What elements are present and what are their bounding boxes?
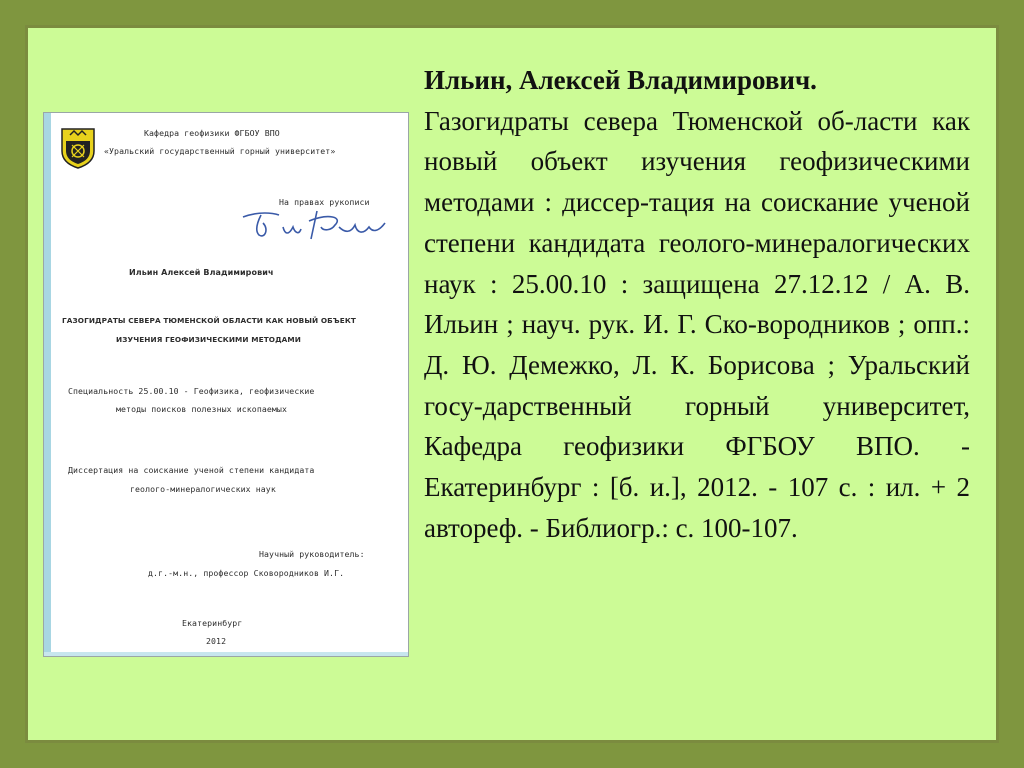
university-emblem-icon: [60, 127, 96, 169]
scan-city: Екатеринбург: [182, 618, 243, 628]
scan-degree-line1: Диссертация на соискание ученой степени кандидата: [68, 465, 315, 475]
handwritten-signature: [239, 205, 389, 247]
scan-manuscript-note: На правах рукописи: [279, 197, 370, 207]
scan-department-line2: «Уральский государственный горный университет»: [104, 146, 336, 156]
dissertation-title-page-scan: [43, 112, 409, 657]
scan-title-line1: ГАЗОГИДРАТЫ СЕВЕРА ТЮМЕНСКОЙ ОБЛАСТИ КАК НОВЫЙ ОБЪЕКТ: [62, 316, 356, 325]
scan-department-line1: Кафедра геофизики ФГБОУ ВПО: [144, 128, 280, 138]
record-author: Ильин, Алексей Владимирович.: [424, 65, 817, 95]
record-description: Газогидраты севера Тюменской об-ласти как новый объект изучения геофизическими методами : диссер-тация на соискание ученой степени кандидата геолого-минералогических наук : 25.00.10 : защищена 27.12.12 / А. В. Ильин ; науч. рук. И. Г. Ско-вородников ; опп.: Д. Ю. Демежко, Л. К. Борисова ; Уральский госу-дарственный горный университет, Кафедра геофизики ФГБОУ ВПО. - Екатеринбург : [б. и.], 2012. - 107 с. : ил. + 2 автореф. - Библиогр.: с. 100-107.: [424, 105, 970, 543]
scan-title-line2: ИЗУЧЕНИЯ ГЕОФИЗИЧЕСКИМИ МЕТОДАМИ: [116, 335, 301, 344]
scan-bottom-edge: [44, 652, 408, 656]
scan-author-name: Ильин Алексей Владимирович: [129, 268, 274, 277]
scan-year: 2012: [206, 636, 227, 646]
scan-supervisor-name: д.г.-м.н., профессор Сковородников И.Г.: [148, 568, 345, 578]
scan-supervisor-label: Научный руководитель:: [259, 549, 365, 559]
scan-specialty-line2: методы поисков полезных ископаемых: [116, 404, 287, 414]
scan-degree-line2: геолого-минералогических наук: [130, 484, 276, 494]
scan-specialty-line1: Специальность 25.00.10 - Геофизика, геофизические: [68, 386, 315, 396]
bibliographic-record: [424, 60, 970, 548]
scan-edge-shadow: [44, 113, 51, 656]
